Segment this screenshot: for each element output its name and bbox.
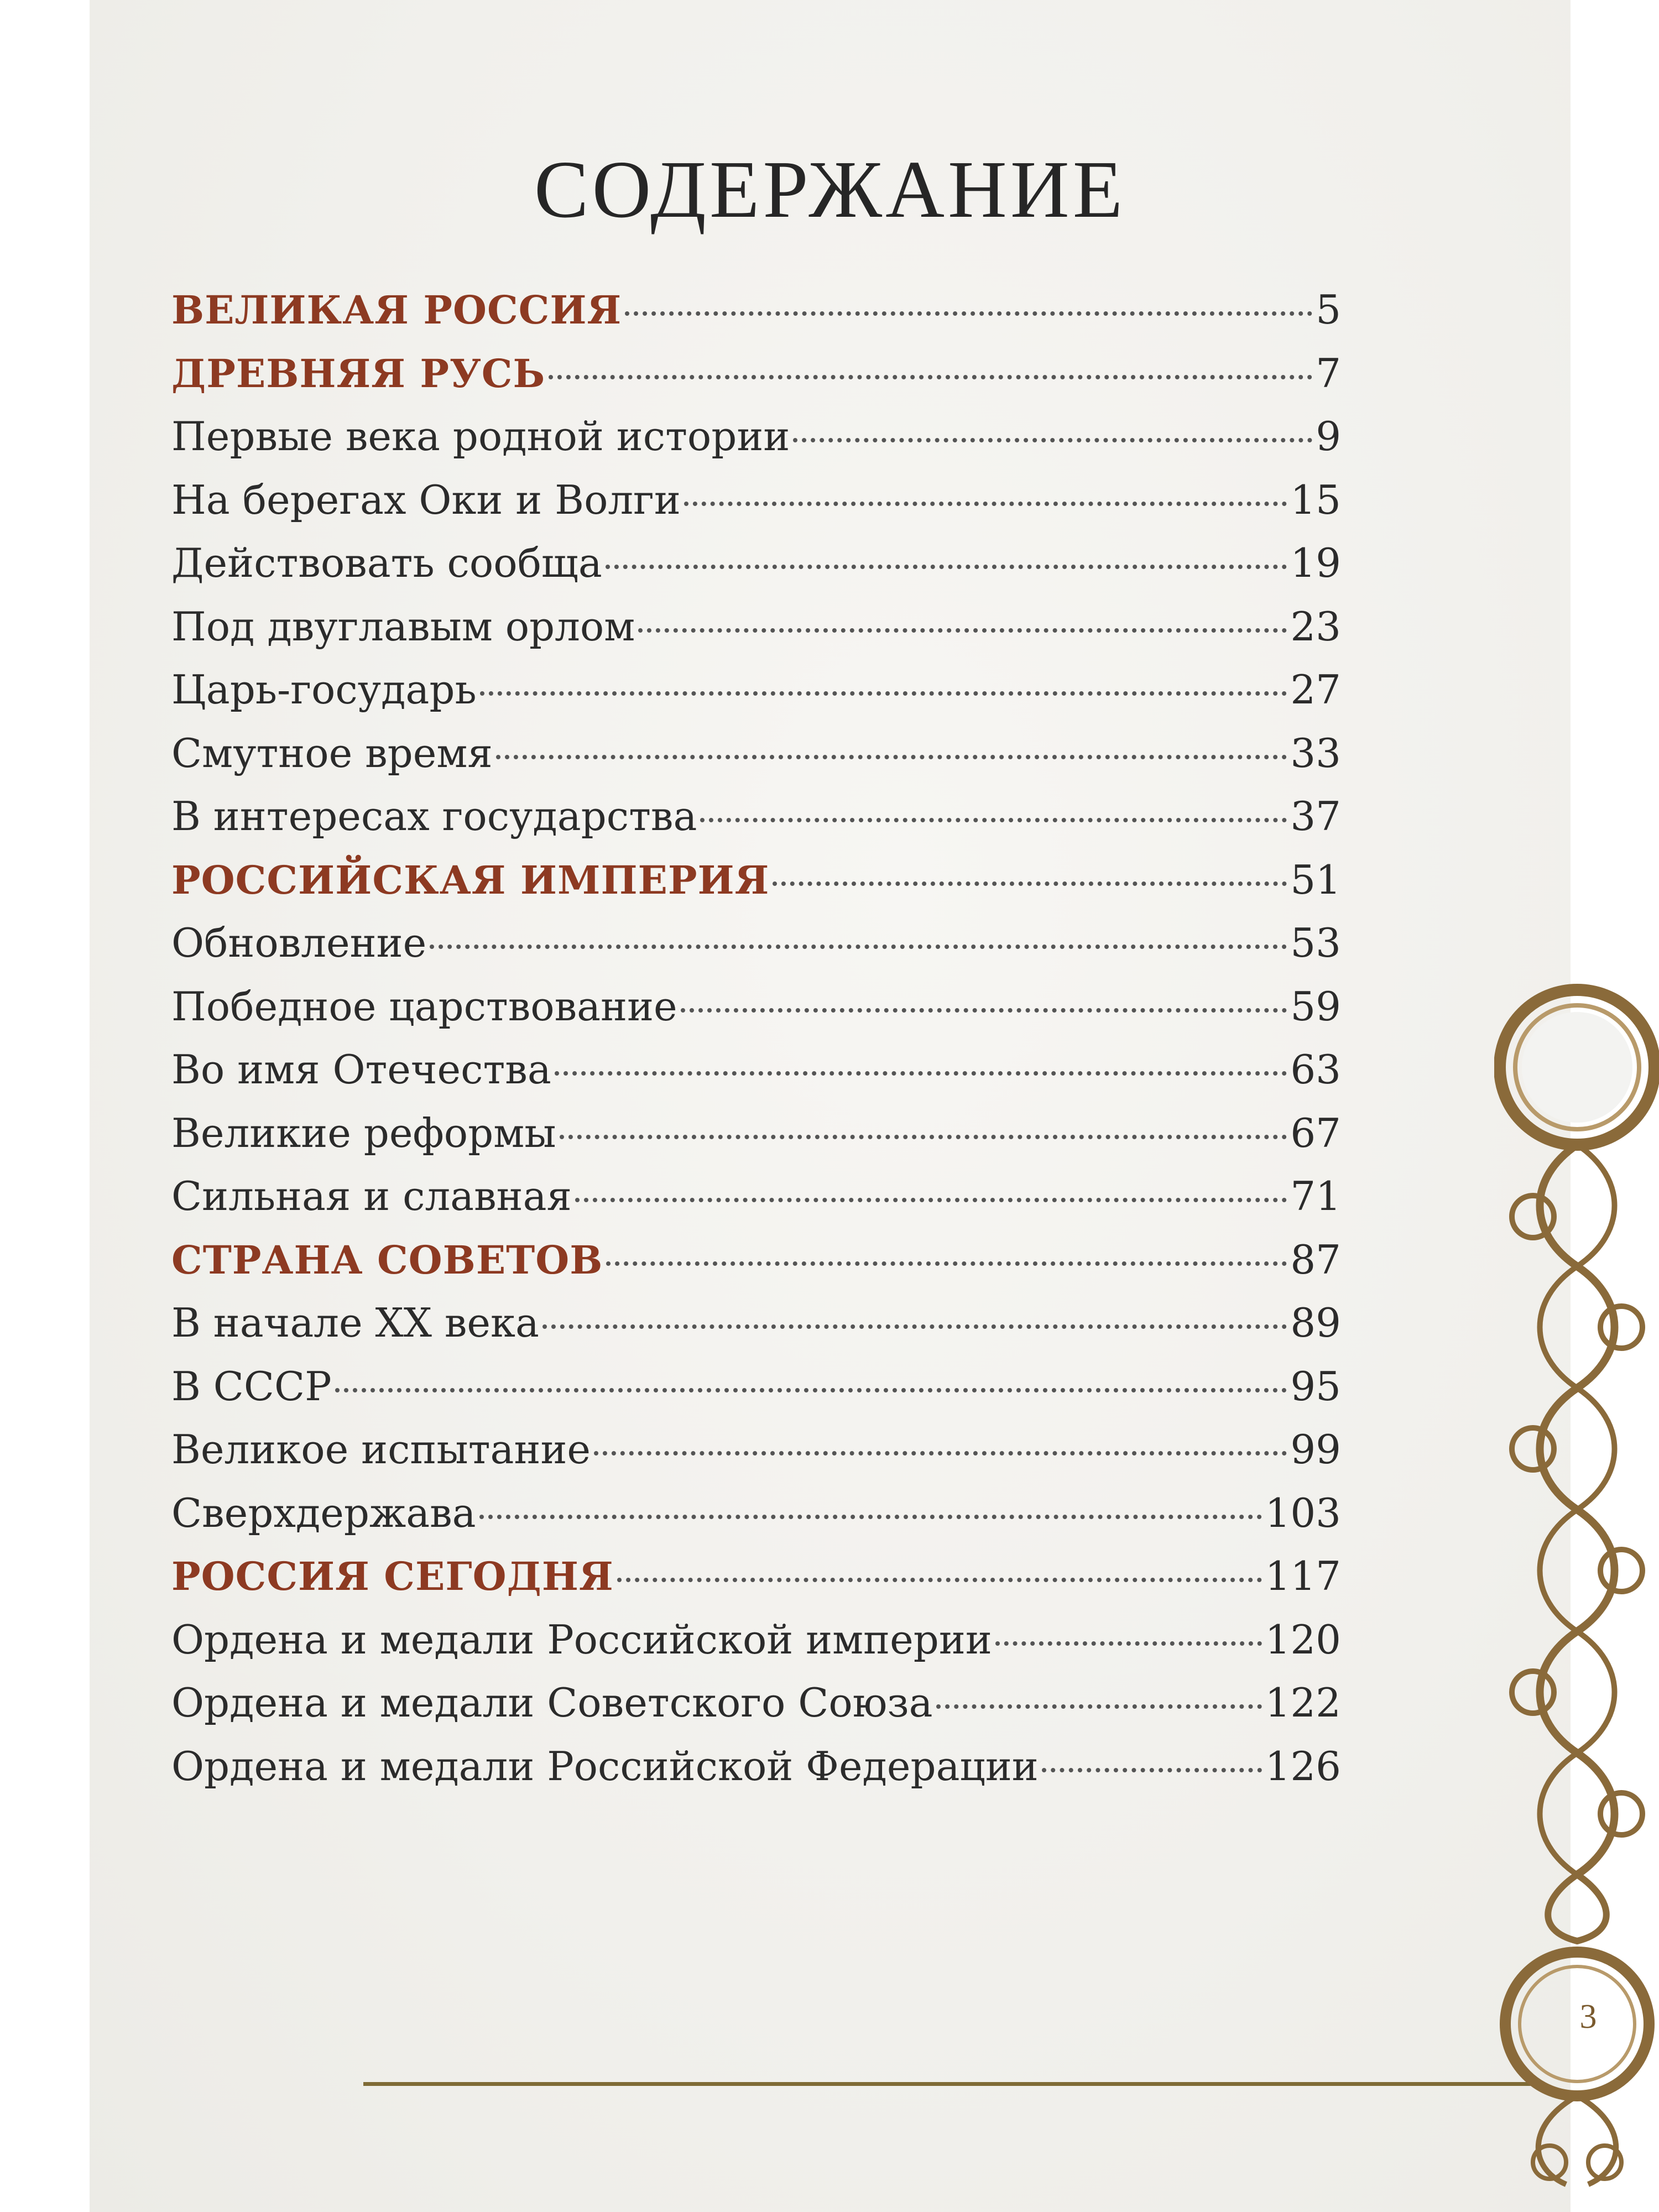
toc-page: 120 [1265, 1616, 1341, 1663]
toc-page: 117 [1265, 1553, 1341, 1599]
toc-leader [430, 945, 1287, 949]
toc-label: РОССИЯ СЕГОДНЯ [171, 1553, 614, 1599]
table-of-contents [171, 286, 1341, 1806]
toc-row[interactable] [171, 1553, 1341, 1616]
toc-leader [549, 375, 1312, 379]
toc-page: 5 [1316, 286, 1341, 333]
toc-label: Ордена и медали Российской Федерации [171, 1743, 1039, 1790]
toc-leader [335, 1388, 1287, 1392]
toc-page: 89 [1290, 1300, 1341, 1346]
toc-row[interactable] [171, 603, 1341, 667]
toc-label: Победное царствование [171, 983, 677, 1030]
toc-row[interactable] [171, 1110, 1341, 1173]
toc-leader [594, 1451, 1287, 1455]
toc-page: 37 [1290, 793, 1341, 839]
toc-leader [542, 1324, 1287, 1329]
toc-leader [700, 818, 1287, 822]
toc-label: Ордена и медали Советского Союза [171, 1679, 933, 1726]
toc-leader [560, 1135, 1287, 1139]
toc-row[interactable] [171, 983, 1341, 1047]
toc-label: Сверхдержава [171, 1489, 476, 1536]
toc-leader [793, 438, 1312, 442]
footer-rule [363, 2082, 1541, 2086]
toc-page: 59 [1290, 983, 1341, 1030]
toc-label: ВЕЛИКАЯ РОССИЯ [171, 287, 622, 333]
toc-page: 53 [1290, 920, 1341, 966]
toc-leader [555, 1071, 1287, 1076]
toc-row[interactable] [171, 793, 1341, 857]
toc-row[interactable] [171, 1046, 1341, 1110]
toc-row[interactable] [171, 540, 1341, 603]
toc-row[interactable] [171, 350, 1341, 414]
toc-label: Первые века родной истории [171, 413, 790, 460]
toc-page: 99 [1290, 1426, 1341, 1473]
toc-row[interactable] [171, 1426, 1341, 1490]
toc-page: 27 [1290, 666, 1341, 713]
toc-label: В СССР [171, 1363, 332, 1410]
toc-page: 95 [1290, 1363, 1341, 1410]
toc-page: 87 [1290, 1236, 1341, 1283]
toc-leader [496, 755, 1287, 759]
toc-row[interactable] [171, 1237, 1341, 1300]
toc-page: 15 [1290, 476, 1341, 523]
toc-leader [606, 565, 1287, 569]
toc-row[interactable] [171, 1616, 1341, 1680]
toc-row[interactable] [171, 413, 1341, 477]
toc-row[interactable] [171, 920, 1341, 983]
toc-label: Великое испытание [171, 1426, 591, 1473]
toc-leader [625, 311, 1312, 316]
toc-label: Действовать сообща [171, 540, 602, 586]
toc-page: 23 [1290, 603, 1341, 650]
toc-label: РОССИЙСКАЯ ИМПЕРИЯ [171, 857, 770, 903]
toc-page: 103 [1265, 1489, 1341, 1536]
toc-leader [1042, 1768, 1262, 1772]
toc-leader [617, 1578, 1262, 1582]
toc-label: Во имя Отечества [171, 1046, 551, 1093]
toc-page: 9 [1316, 413, 1341, 460]
toc-leader [681, 1008, 1287, 1013]
toc-page: 122 [1265, 1679, 1341, 1726]
toc-label: Великие реформы [171, 1109, 556, 1156]
toc-row[interactable] [171, 477, 1341, 540]
toc-label: На берегах Оки и Волги [171, 476, 681, 523]
toc-leader [479, 1515, 1262, 1519]
toc-leader [684, 502, 1287, 506]
toc-row[interactable] [171, 1490, 1341, 1553]
toc-row[interactable] [171, 1679, 1341, 1743]
toc-label: СТРАНА СОВЕТОВ [171, 1237, 603, 1283]
toc-page: 71 [1290, 1173, 1341, 1219]
toc-row[interactable] [171, 1743, 1341, 1807]
toc-page: 126 [1265, 1743, 1341, 1790]
toc-page: 51 [1290, 856, 1341, 903]
toc-row[interactable] [171, 1173, 1341, 1237]
toc-page: 63 [1290, 1046, 1341, 1093]
toc-row[interactable] [171, 730, 1341, 794]
toc-leader [480, 691, 1287, 696]
toc-label: Сильная и славная [171, 1173, 572, 1219]
toc-leader [575, 1198, 1287, 1202]
toc-leader [606, 1261, 1287, 1266]
toc-label: В начале XX века [171, 1300, 539, 1346]
toc-row[interactable] [171, 286, 1341, 350]
toc-label: Смутное время [171, 729, 493, 776]
toc-row[interactable] [171, 1300, 1341, 1363]
page-title: СОДЕРЖАНИЕ [534, 144, 1126, 235]
toc-label: Обновление [171, 920, 427, 966]
page-number: 3 [1579, 1998, 1597, 2036]
toc-leader [936, 1704, 1262, 1709]
toc-label: Ордена и медали Российской империи [171, 1616, 992, 1663]
toc-row[interactable] [171, 666, 1341, 730]
toc-page: 67 [1290, 1109, 1341, 1156]
toc-row[interactable] [171, 1363, 1341, 1427]
toc-leader [638, 628, 1287, 633]
toc-leader [995, 1641, 1262, 1646]
toc-label: Царь-государь [171, 666, 477, 713]
toc-label: В интересах государства [171, 793, 697, 839]
toc-page: 19 [1290, 540, 1341, 586]
toc-row[interactable] [171, 857, 1341, 920]
toc-label: Под двуглавым орлом [171, 603, 635, 650]
toc-page: 7 [1316, 349, 1341, 397]
toc-leader [773, 881, 1287, 886]
toc-label: ДРЕВНЯЯ РУСЬ [171, 350, 546, 397]
book-page [90, 0, 1597, 2212]
toc-page: 33 [1290, 729, 1341, 776]
